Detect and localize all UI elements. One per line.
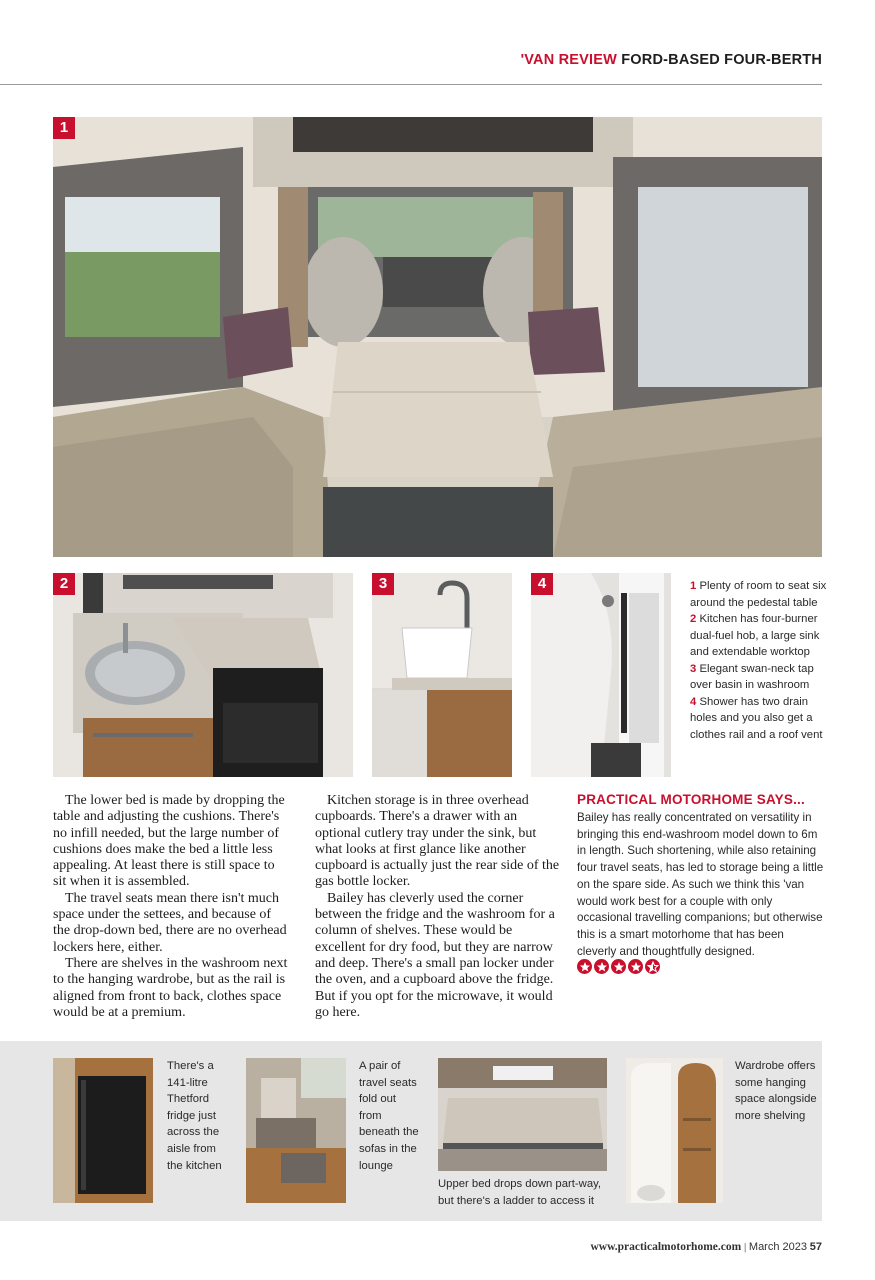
- shower-photo: [531, 573, 671, 777]
- verdict-title: PRACTICAL MOTORHOME SAYS...: [577, 792, 805, 807]
- header-rule: [0, 84, 822, 85]
- drop-down-bed-photo: [438, 1058, 607, 1171]
- article-paragraph: Kitchen storage is in three overhead cupboards. There's a drawer with an optional cutlery tray under the sink, but what looks at first glance like another cupboard is actually just the rear side of the gas bottle locker.: [315, 793, 560, 890]
- caption-item: 3 Elegant swan-neck tap over basin in washroom: [690, 662, 814, 691]
- half-star-icon: [645, 959, 660, 974]
- photo-number-badge: 3: [372, 573, 394, 595]
- wardrobe-photo: [626, 1058, 723, 1203]
- website-url: www.practicalmotorhome.com: [590, 1241, 742, 1253]
- section-label: 'VAN REVIEW: [520, 52, 618, 68]
- article-paragraph: There are shelves in the washroom next to the hanging wardrobe, but as the rail is aligned from front to back, clothes space would be at a premium.: [53, 955, 288, 1020]
- star-icon: [594, 959, 609, 974]
- article-column-1: [53, 793, 291, 1021]
- caption-item: 2 Kitchen has four-burner dual-fuel hob, a large sink and extendable worktop: [690, 613, 820, 658]
- star-rating: [577, 959, 660, 974]
- photo-number-badge: 1: [53, 117, 75, 139]
- fridge-caption: There's a 141-litre Thetford fridge just across the aisle from the kitchen: [167, 1060, 222, 1172]
- caption-item: 1 Plenty of room to seat six around the pedestal table: [690, 580, 827, 609]
- fridge-photo: [53, 1058, 153, 1203]
- photo-number-badge: 2: [53, 573, 75, 595]
- basin-photo: [372, 573, 512, 777]
- article-column-2: [315, 793, 560, 1021]
- page-number: 57: [809, 1241, 822, 1253]
- article-paragraph: The travel seats mean there isn't much space under the settees, and because of the drop-down bed, there are no overhead lockers here, either.: [53, 890, 287, 955]
- lounge-photo: [53, 117, 822, 557]
- footer-separator: |: [743, 1241, 747, 1253]
- article-paragraph: The lower bed is made by dropping the table and adjusting the cushions. There's no infill needed, but the large number of cushions does make the bed a little less appealing. At least there is still space to sit when it is assembled.: [53, 793, 285, 890]
- star-icon: [611, 959, 626, 974]
- photo-number-badge: 4: [531, 573, 553, 595]
- star-icon: [577, 959, 592, 974]
- drop-down-bed-caption: Upper bed drops down part-way, but there's a ladder to access it: [438, 1178, 602, 1207]
- kitchen-photo: [53, 573, 353, 777]
- photo-captions: [690, 578, 830, 743]
- issue-date: March 2023: [748, 1241, 807, 1253]
- star-icon: [628, 959, 643, 974]
- page-footer: [0, 1241, 822, 1253]
- page-header: [0, 52, 822, 68]
- travel-seats-photo: [246, 1058, 346, 1203]
- article-title: FORD-BASED FOUR-BERTH: [621, 52, 822, 68]
- wardrobe-caption: Wardrobe offers some hanging space alongside more shelving: [735, 1060, 817, 1122]
- travel-seats-caption: A pair of travel seats fold out from beneath the sofas in the lounge: [359, 1060, 419, 1172]
- article-paragraph: Bailey has cleverly used the corner between the fridge and the washroom for a column of shelves. These would be excellent for dry food, but they are narrow and deep. There's a small pan locker under the oven, and a cupboard above the fridge. But if you opt for the microwave, it would go here.: [315, 890, 555, 1020]
- caption-item: 4 Shower has two drain holes and you also get a clothes rail and a roof vent: [690, 695, 823, 741]
- verdict-text: Bailey has really concentrated on versatility in bringing this end-washroom model down to 6m in length. Such shortening, while also retaining four travel seats, has led to storage being a little on the spare side. As such we think this 'van would work best for a couple with only occasional travelling companions; but otherwise this is a smart motorhome that has been cleverly and thoughtfully designed.: [577, 811, 824, 958]
